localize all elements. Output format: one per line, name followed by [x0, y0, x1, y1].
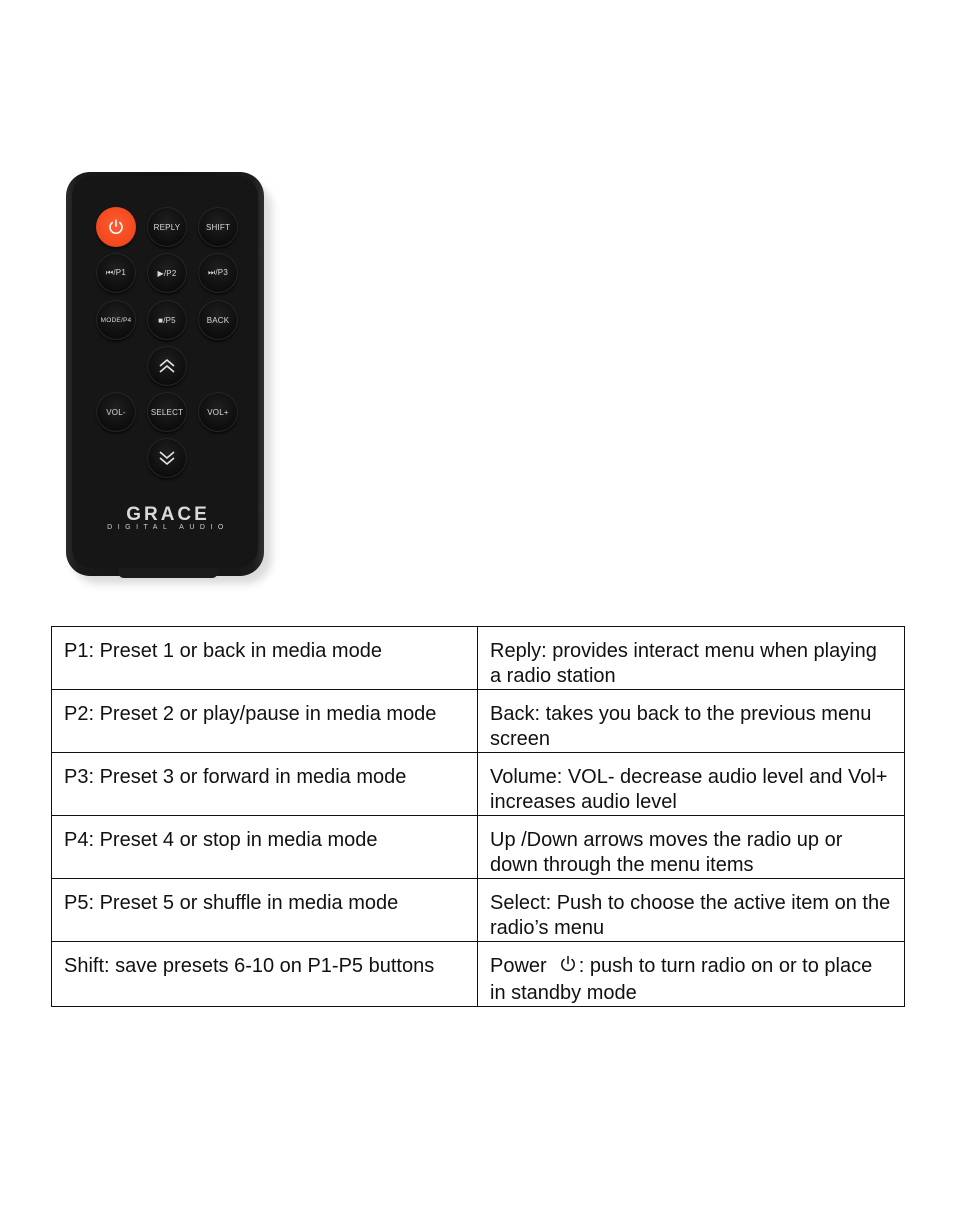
table-row	[52, 942, 905, 1007]
brand-logo: GRACE	[126, 504, 210, 525]
p3-button: ⏭/P3	[198, 253, 238, 293]
table-row	[52, 690, 905, 753]
table-cell: P3: Preset 3 or forward in media mode	[52, 753, 478, 816]
table-cell: P5: Preset 5 or shuffle in media mode	[52, 879, 478, 942]
mode-p4-button: MODE/P4	[96, 300, 136, 340]
table-cell: Select: Push to choose the active item on the radio’s menu	[478, 879, 905, 942]
table-cell	[478, 942, 905, 1007]
vol-plus-button: VOL+	[198, 392, 238, 432]
remote-control-image	[62, 170, 274, 586]
double-chevron-down-icon	[158, 450, 176, 466]
down-button	[147, 438, 187, 478]
vol-minus-button: VOL-	[96, 392, 136, 432]
table-cell: Reply: provides interact menu when playing a radio station	[478, 627, 905, 690]
power-icon	[107, 218, 125, 236]
table-cell: Back: takes you back to the previous menu screen	[478, 690, 905, 753]
remote-foot	[118, 568, 218, 578]
back-button: BACK	[198, 300, 238, 340]
reply-button: REPLY	[147, 207, 187, 247]
table-row	[52, 627, 905, 690]
table-cell: Up /Down arrows moves the radio up or down through the menu items	[478, 816, 905, 879]
shift-button: SHIFT	[198, 207, 238, 247]
double-chevron-up-icon	[158, 358, 176, 374]
table-cell: Shift: save presets 6-10 on P1-P5 buttons	[52, 942, 478, 1007]
power-button	[96, 207, 136, 247]
p2-button: ▶/P2	[147, 253, 187, 293]
table-row	[52, 816, 905, 879]
p1-button: ⏮/P1	[96, 253, 136, 293]
p5-button: ■/P5	[147, 300, 187, 340]
button-legend-table	[51, 626, 905, 1007]
up-button	[147, 346, 187, 386]
power-icon	[559, 954, 577, 981]
power-label: Power	[490, 955, 547, 977]
table-cell: Volume: VOL- decrease audio level and Vol+ increases audio level	[478, 753, 905, 816]
table-row	[52, 879, 905, 942]
select-button: SELECT	[147, 392, 187, 432]
power-description: : push to turn radio on or to place in standby mode	[490, 955, 873, 1004]
brand-subtitle: DIGITAL AUDIO	[107, 524, 229, 531]
table-cell: P2: Preset 2 or play/pause in media mode	[52, 690, 478, 753]
table-cell: P1: Preset 1 or back in media mode	[52, 627, 478, 690]
table-row	[52, 753, 905, 816]
table-cell: P4: Preset 4 or stop in media mode	[52, 816, 478, 879]
